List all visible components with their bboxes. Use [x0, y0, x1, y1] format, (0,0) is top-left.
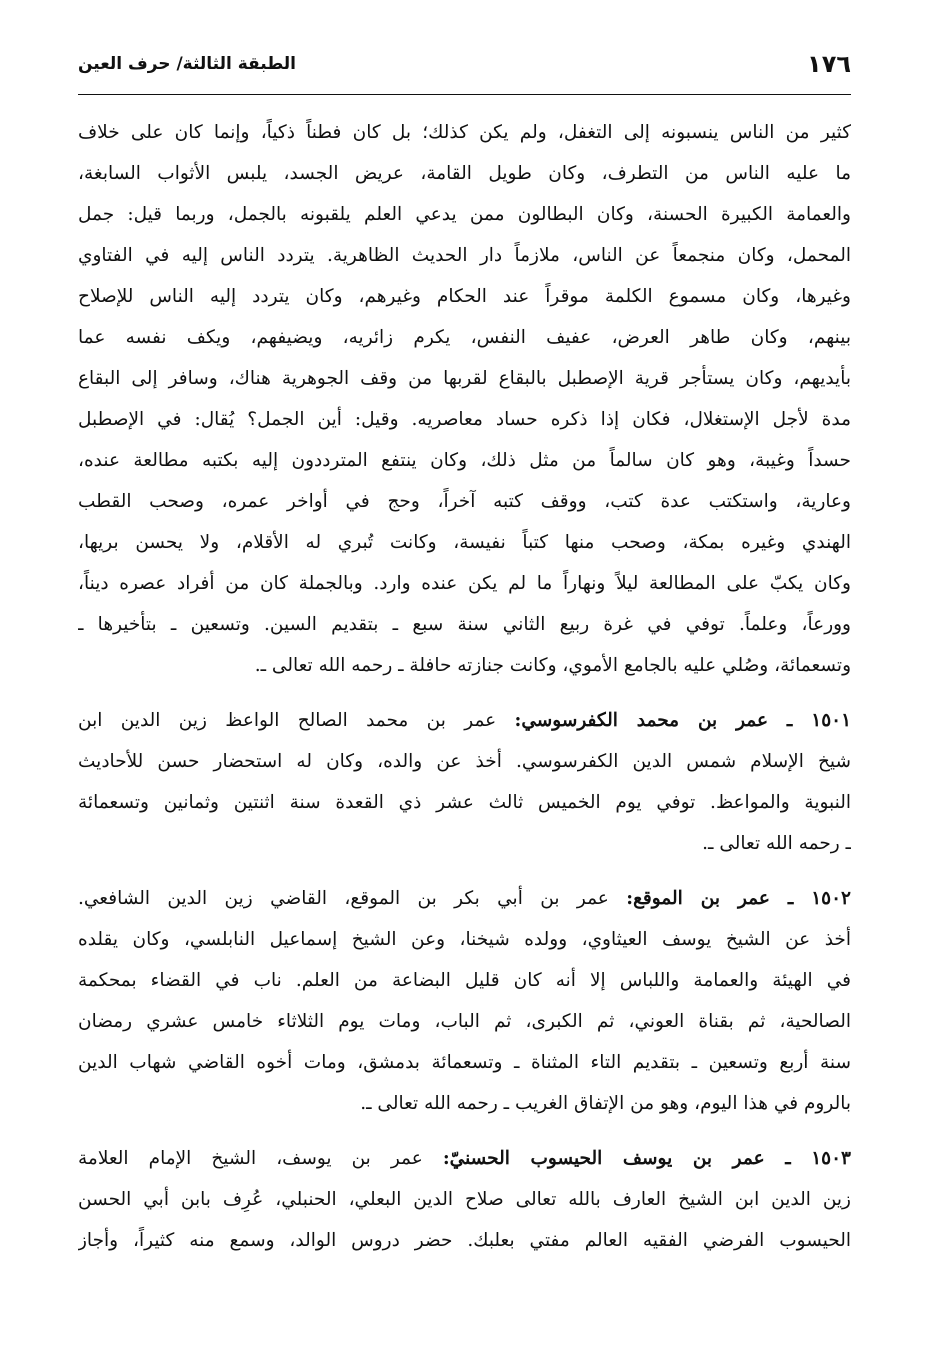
text-line: ـ رحمه الله تعالى ـ.: [702, 833, 851, 854]
text-line: أخذ عن الشيخ يوسف العيثاوي، وولده شيخنا، وعن الشيخ إسماعيل النابلسي، وكان يقلده: [78, 929, 851, 950]
text-line: بأيديهم، وكان يستأجر قرية الإصطبل بالبقاع لقربها من وقف الجوهرية هناك، وسافر إلى البقاع: [78, 368, 851, 389]
entry-heading: ١٥٠٢ ـ عمر بن الموقع:: [626, 888, 851, 909]
entry-heading: ١٥٠٣ ـ عمر بن يوسف الحيسوب الحسنيّ:: [442, 1148, 851, 1169]
entry-heading-rest: عمر بن أبي بكر بن الموقع، القاضي زين الدين الشافعي.: [78, 888, 627, 909]
entry-1503: [78, 1138, 851, 1261]
text-line: بينهم، وكان طاهر العرض، عفيف النفس، يكرم زائريه، ويضيفهم، ويكف نفسه عما: [78, 327, 851, 348]
running-title: الطبقة الثالثة/ حرف العين: [78, 54, 297, 74]
text-line: وكان يكبّ على المطالعة ليلاً ونهاراً ما لم يكن عنده وارد. وبالجملة كان من أفراد عصره ديناً،: [78, 573, 851, 594]
page-header: [78, 50, 851, 90]
text-line: وورعاً، وعلماً. توفي في غرة ربيع الثاني سنة سبع ـ بتقديم السين. وتسعين ـ بتأخيرها ـ: [78, 614, 851, 635]
entry-first-line: [78, 878, 851, 919]
entry-heading-rest: عمر بن يوسف، الشيخ الإمام العلامة: [78, 1148, 443, 1169]
text-line: كثير من الناس ينسبونه إلى التغفل، ولم يكن كذلك؛ بل كان فطناً ذكياً، وإنما كان على خلاف: [78, 122, 851, 143]
text-line: وتسعمائة، وصُلي عليه بالجامع الأموي، وكانت جنازته حافلة ـ رحمه الله تعالى ـ.: [254, 655, 851, 676]
continuation-paragraph: [78, 112, 851, 686]
text-line: بالروم في هذا اليوم، وهو من الإتفاق الغريب ـ رحمه الله تعالى ـ.: [360, 1093, 851, 1114]
text-line: شيخ الإسلام شمس الدين الكفرسوسي. أخذ عن والده، وكان له استحضار حسن للأحاديث: [78, 751, 851, 772]
text-line: وغيرها، وكان مسموع الكلمة موقراً عند الحكام وغيرهم، وكان يتردد إليه الناس للإصلاح: [78, 286, 851, 307]
text-line: الهندي وغيره بمكة، وصحب منها كتباً نفيسة، وكانت تُبري له الأقلام، ولا يحسن بريها،: [78, 532, 851, 553]
entry-heading-rest: عمر بن محمد الصالح الواعظ زين الدين ابن: [78, 710, 515, 731]
text-line: والعمامة الكبيرة الحسنة، وكان البطالون ممن يدعي العلم يلقبونه بالجمل، وربما قيل: جمل: [78, 204, 851, 225]
text-line: المحمل، وكان منجمعاً عن الناس، ملازماً دار الحديث الظاهرية. يتردد الناس إليه في الفتاوي: [78, 245, 851, 266]
header-divider: [78, 94, 851, 95]
entry-first-line: [78, 700, 851, 741]
text-line: ما عليه الناس من التطرف، وكان طويل القامة، عريض الجسد، يلبس الأثواب السابغة،: [78, 163, 851, 184]
entry-first-line: [78, 1138, 851, 1179]
body-text: [78, 112, 851, 1261]
text-line: حسداً وغيبة، وهو كان سالماً من مثل ذلك، وكان ينتفع المترددون إليه بكتبه مطالعة عنده،: [78, 450, 851, 471]
text-line: الصالحية، ثم بقناة العوني، ثم الكبرى، ثم الباب، ومات يوم الثلاثاء خامس عشري رمضان: [78, 1011, 851, 1032]
text-line: في الهيئة والعمامة واللباس إلا أنه كان قليل البضاعة من العلم. ناب في القضاء بمحكمة: [78, 970, 851, 991]
text-line: النبوية والمواعظ. توفي يوم الخميس ثالث عشر ذي القعدة سنة اثنتين وثمانين وتسعمائة: [78, 792, 851, 813]
text-line: مدة لأجل الإستغلال، فكان إذا ذكره حساد معاصريه. وقيل: أين الجمل؟ يُقال: في الإصطبل: [78, 409, 851, 430]
text-line: الحيسوب الفرضي الفقيه العالم مفتي بعلبك. حضر دروس الوالد، وسمع منه كثيراً، وأجاز: [78, 1230, 851, 1251]
page-number: ١٧٦: [807, 50, 851, 78]
entry-heading: ١٥٠١ ـ عمر بن محمد الكفرسوسي:: [514, 710, 851, 731]
text-line: زين الدين ابن الشيخ العارف بالله تعالى صلاح الدين البعلي، الحنبلي، عُرِف بابن أبي الحسن: [78, 1189, 851, 1210]
text-line: وعارية، واستكتب عدة كتب، ووقف كتبه آخراً، وحج في أواخر عمره، وصحب القطب: [78, 491, 851, 512]
entry-1501: [78, 700, 851, 864]
text-line: سنة أربع وتسعين ـ بتقديم التاء المثناة ـ وتسعمائة بدمشق، ومات أخوه القاضي شهاب الدين: [78, 1052, 851, 1073]
entry-1502: [78, 878, 851, 1124]
